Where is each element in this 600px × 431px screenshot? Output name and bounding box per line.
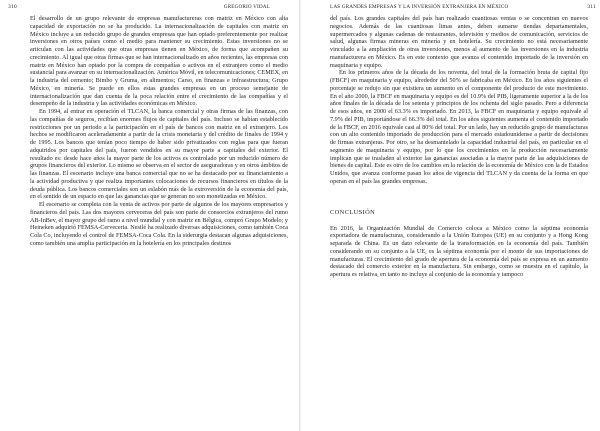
running-head: GREGORIO VIDAL bbox=[223, 4, 270, 10]
running-head: LAS GRANDES EMPRESAS Y LA INVERSIÓN EXTRANJERA EN MÉXICO bbox=[330, 4, 509, 10]
paragraph: del país. Los grandes capitales del país han realizado cuantiosas ventas o se concentran en nuevos negocios. Además de las cuantiosas limas antes, deben sumarse tiendas departamentales, supermercados y algunas cadenas de restaurantes, televisión y medios de comunicación, servicios de salud, algunas firmas mineras en minería y en hotelería. Su crecimiento no está necesariamente vinculado a la ampliación de otras inversiones, menos al aumento de las inversiones en la industria manufacturera en México. Es en este contexto que avanza el contenido importado de la inversión en maquinaria y equipo. bbox=[330, 15, 588, 69]
section-spacer bbox=[330, 186, 588, 209]
paragraph: En 2016, la Organización Mundial de Comercio coloca a México como la séptima economía exportadora de manufacturas, considerando a la Unión Europea (UE) en su conjunto y a Hong Kong separada de China. Es un dato relevante de la transformación en la economía del país. También considerando en su conjunto a la UE, es la séptima economía por el monto de sus importaciones de manufacturas. El crecimiento del grado de apertura de la economía del país se expresa en un aumento destacado del comercio exterior en la manufactura. Sin embargo, como se muestra en el capítulo, la apertura es relativa, en tanto no incluye al conjunto de la economía y tampoco bbox=[330, 224, 588, 278]
page-number: 311 bbox=[587, 4, 596, 10]
body-text bbox=[30, 15, 288, 248]
paragraph: El desarrollo de un grupo relevante de empresas manufactureras con matriz en México con alta capacidad de exportación no se ha producido. La internacionalización de capitales con matriz en México incluye a un reducido grupo de grandes empresas que han optado preferentemente por realizar inversiones en otros países como el medio para mantener su crecimiento. Estas inversiones no se articulan con las actividades que otras empresas tienen en México, de forma que acompañen su crecimiento. Al igual que otras firmas que se han internacionalizado en años recientes, las empresas con matriz en México han optado por la compra de compañías o activos en el extranjero como el medio sustancial para avanzar en su internacionalización. América Móvil, en telecomunicaciones; CEMEX, en la industria del cemento; Bimbo y Gruma, en alimentos; Carso, en finanzas e infraestructura; Grupo México, en minería. Se puede en ellos estas grandes empresas en un proceso semejante de internacionalización que dan cuenta de la poca relación entre el crecimiento de las compañías y el desempeño de la industria y las actividades económicas en México. bbox=[30, 15, 288, 108]
paragraph: En los primeros años de la década de los noventa, del total de la formación bruta de capital fijo (FBCF) en maquinaria y equipo, alrededor del 50% se fabricaba en México. En los años siguientes el porcentaje se redujo sin que existiera un aumento en el componente del producto de este movimiento. En el año 2000, la FBCF en maquinaria y equipo es del 10.9% del PIB, ligeramente superior a la de los años finales de la década de los setenta y principios de los ochenta del siglo pasado. Pero a diferencia de esos años, en 2000 el 63.3% es importado. En 2013, la FBCF en maquinaria y equipo equivale al 7.9% del PIB, importándose el 66.3% del total. En los años siguientes aumenta el contenido importado de la FBCF, en 2016 equivale casi al 80% del total. Por un lado, hay un reducido grupo de manufacturas con un alto contenido importado de producción para el mercado estadounidense a partir de decisiones de firmas extranjeras. Por otro, se ha desmantelado la capacidad industrial del país, en particular en el segmento de maquinaria y equipo, por lo que los crecimientos en la producción necesariamente implican que se trasladen al exterior las ganancias asociadas a la mayor parte de las adquisiciones de bienes de capital. Este es otro de los cambios en la relación de la economía de México con la de Estados Unidos, que avanza conforme pasan los años de vigencia del TLCAN y da cuenta de la forma en que operan en el país las grandes empresas. bbox=[330, 69, 588, 185]
paragraph: En 1994, al entrar en operación el TLCAN, la banca comercial y otras firmas de las finanzas, con las compañías de seguros, recibían enormes flujos de capitales del país. Incluso se habían establecido restricciones por un periodo a la participación en el país de bancos con matriz en el extranjero. Los hechos se modificaron aceleradamente a partir de la crisis monetaria y del crédito de finales de 1994 y de 1995. Los bancos que tenían poco tiempo de haber sido privatizados con reglas para que fueran adquiridos por capitales del país, fueron vendidos en su mayor parte a capitales del exterior. El resultado es: desde hace años la mayor parte de los activos es controlado por un reducido número de grupos financieros del exterior. Lo mismo se observa en el sector de aseguradoras y en otros ámbitos de las finanzas. El escenario incluye una banca comercial que no se ha destacado por su financiamiento a la actividad productiva y que realiza importantes colocaciones de recursos financieros en títulos de la deuda pública. Los bancos comerciales son un eslabón más de la extroversión de la economía del país, en el sentido de un espacio en que las ganancias que se generan no son monetizadas en México. bbox=[30, 108, 288, 201]
section-heading: CONCLUSIÓN bbox=[330, 208, 376, 216]
right-page bbox=[300, 0, 600, 431]
page-number: 310 bbox=[8, 4, 17, 10]
body-text bbox=[330, 15, 588, 279]
paragraph: El escenario se completa con la venta de activos por parte de algunos de los mayores empresarios y financieros del país. Las dos mayores cerveceras del país son parte de consorcios extranjeros del rumo AB-InBev, el mayor grupo del ramo a nivel mundial y con matriz en Bélgica, compró Grupo Modelo; y Heineken adquirió FEMSA-Cerveceria. Nestlé ha realizado diversas adquisiciones, como también Coca Cola Co, incluyendo el control de FEMSA-Coca Cola. En la siderurgia destacan algunas adquisiciones, como también una amplia participación en la hotelería en los principales destinos bbox=[30, 201, 288, 247]
